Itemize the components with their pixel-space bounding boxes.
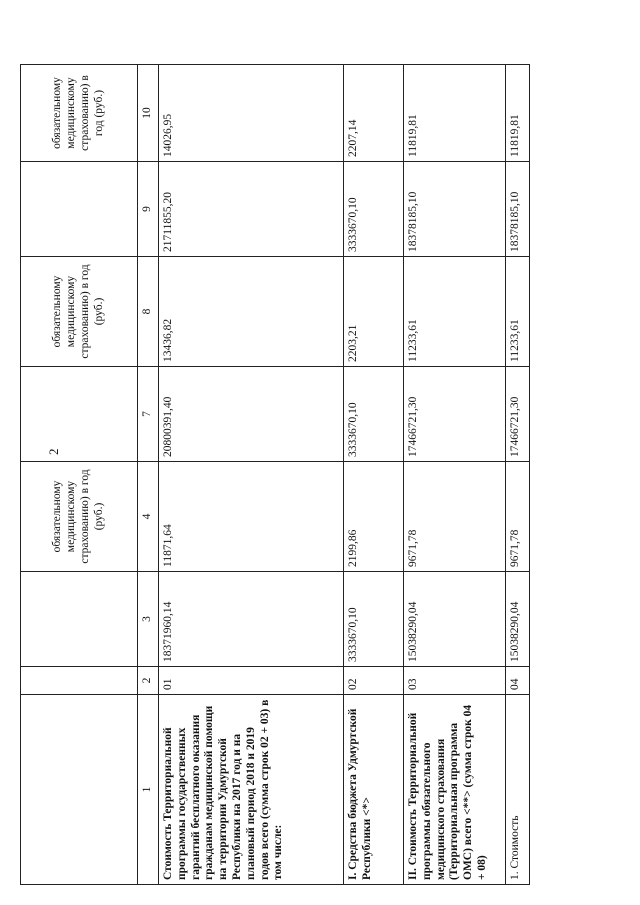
table-header-row xyxy=(21,65,138,885)
header-cell xyxy=(21,162,138,257)
row-label: Стоимость Территориальной программы государственных гарантий бесплатного оказания гражданам медицинской помощи на территории Удмуртской Республики на 2017 год и на плановый период 2018 и 2019 годов всего (сумма строк 02 + 03) в том числе: xyxy=(159,695,344,885)
row-code: 04 xyxy=(506,667,530,695)
table-row xyxy=(159,65,344,885)
value-cell: 11819,81 xyxy=(506,65,530,162)
value-cell: 11871,64 xyxy=(159,462,344,572)
value-cell: 18378185,10 xyxy=(506,162,530,257)
value-cell: 15038290,04 xyxy=(404,572,506,667)
rotated-table-container xyxy=(20,65,520,885)
value-cell: 3333670,10 xyxy=(344,572,404,667)
value-cell: 15038290,04 xyxy=(506,572,530,667)
header-cell: обязательному медицинскому страхованию) в год (руб.) xyxy=(21,257,138,367)
page-number: 2 xyxy=(46,448,61,455)
column-number: 7 xyxy=(138,367,159,462)
table-row xyxy=(506,65,530,885)
cost-table xyxy=(20,64,530,885)
row-code: 02 xyxy=(344,667,404,695)
value-cell: 11233,61 xyxy=(404,257,506,367)
value-cell: 13436,82 xyxy=(159,257,344,367)
value-cell: 18378185,10 xyxy=(404,162,506,257)
value-cell: 2199,86 xyxy=(344,462,404,572)
column-number: 2 xyxy=(138,667,159,695)
header-cell: обязательному медицинскому страхованию) в год (руб.) xyxy=(21,65,138,162)
value-cell: 14026,95 xyxy=(159,65,344,162)
header-cell xyxy=(21,667,138,695)
value-cell: 17466721,30 xyxy=(404,367,506,462)
header-cell xyxy=(21,367,138,462)
row-code: 01 xyxy=(159,667,344,695)
table-row xyxy=(404,65,506,885)
header-cell xyxy=(21,695,138,885)
column-number: 3 xyxy=(138,572,159,667)
row-label: I. Средства бюджета Удмуртской Республики <*> xyxy=(344,695,404,885)
row-label: II. Стоимость Территориальной программы обязательного медицинского страхования (Территориальная программа ОМС) всего <**> (сумма строк 04 + 08) xyxy=(404,695,506,885)
column-number: 10 xyxy=(138,65,159,162)
column-number-row xyxy=(138,65,159,885)
value-cell: 2207,14 xyxy=(344,65,404,162)
value-cell: 21711855,20 xyxy=(159,162,344,257)
column-number: 4 xyxy=(138,462,159,572)
header-cell: обязательному медицинскому страхованию) в год (руб.) xyxy=(21,462,138,572)
value-cell: 11233,61 xyxy=(506,257,530,367)
table-row xyxy=(344,65,404,885)
value-cell: 17466721,30 xyxy=(506,367,530,462)
row-code: 03 xyxy=(404,667,506,695)
value-cell: 3333670,10 xyxy=(344,367,404,462)
value-cell: 18371960,14 xyxy=(159,572,344,667)
column-number: 9 xyxy=(138,162,159,257)
column-number: 8 xyxy=(138,257,159,367)
value-cell: 9671,78 xyxy=(506,462,530,572)
value-cell: 3333670,10 xyxy=(344,162,404,257)
value-cell: 2203,21 xyxy=(344,257,404,367)
value-cell: 20800391,40 xyxy=(159,367,344,462)
header-cell xyxy=(21,572,138,667)
value-cell: 11819,81 xyxy=(404,65,506,162)
value-cell: 9671,78 xyxy=(404,462,506,572)
row-label: 1. Стоимость xyxy=(506,695,530,885)
column-number: 1 xyxy=(138,695,159,885)
